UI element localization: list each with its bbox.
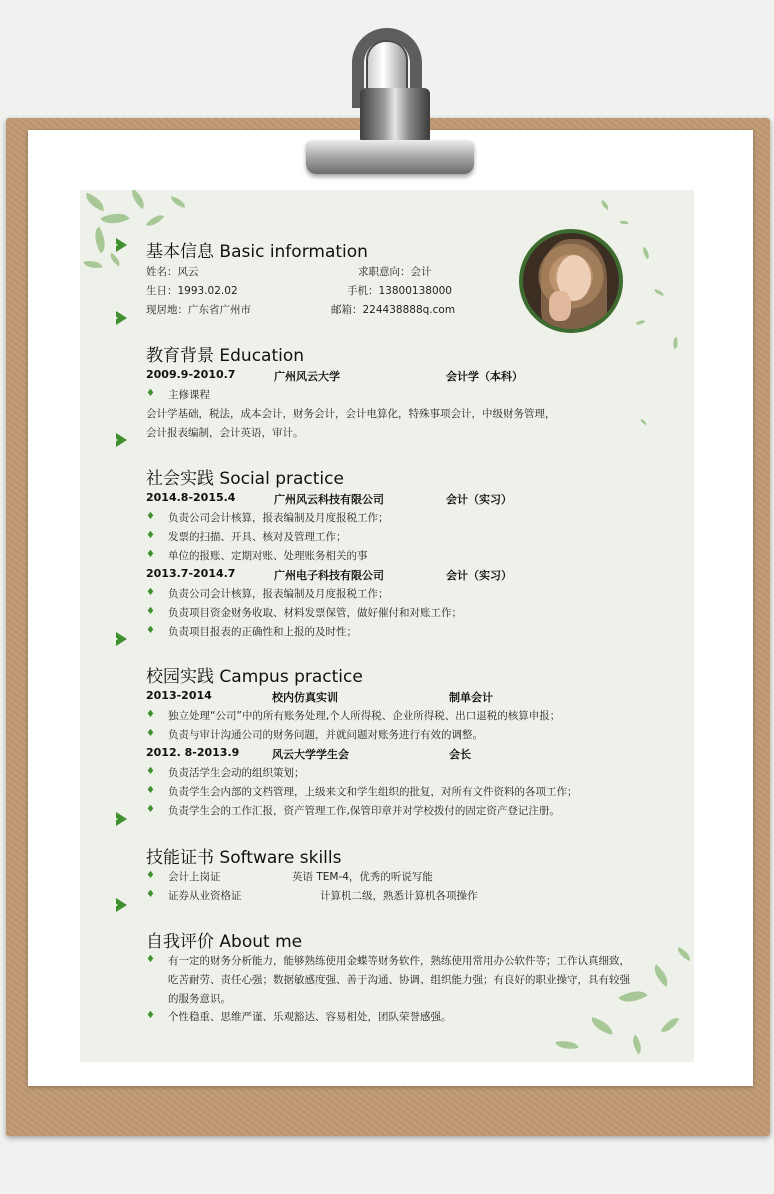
campus-org: 校内仿真实训 (272, 691, 338, 704)
binder-clip-body (360, 88, 430, 144)
job-intent-field: 求职意向：会计 (358, 266, 432, 278)
leaf-decoration-icon (599, 200, 611, 210)
birth-field: 生日：1993.02.02 (146, 285, 238, 297)
job-role: 会计（实习） (446, 569, 512, 582)
chevron-right-icon (116, 238, 127, 252)
leaf-decoration-icon (83, 259, 102, 271)
diamond-bullet-icon: ♦ (146, 388, 155, 399)
leaf-decoration-icon (628, 1035, 646, 1055)
diamond-bullet-icon: ♦ (146, 625, 155, 636)
campus-org: 风云大学学生会 (272, 748, 349, 761)
campus-period: 2012. 8-2013.9 (146, 746, 240, 759)
basic-info-heading: 基本信息 Basic information (146, 242, 368, 262)
education-heading: 教育背景 Education (146, 346, 305, 366)
phone-field: 手机：13800138000 (347, 285, 452, 297)
education-major: 会计学（本科） (446, 370, 523, 383)
campus-duty: 独立处理“公司”中的所有账务处理,个人所得税、企业所得税、出口退税的核算申报； (168, 710, 561, 722)
about-text: 个性稳重、思维严谨、乐观豁达、容易相处，团队荣誉感强。 (168, 1011, 452, 1023)
diamond-bullet-icon: ♦ (146, 889, 155, 900)
chevron-right-icon (116, 433, 127, 447)
campus-role: 会长 (449, 748, 471, 761)
diamond-bullet-icon: ♦ (146, 785, 155, 796)
job-duty: 单位的报账、定期对账、处理账务相关的事 (168, 550, 368, 562)
address-field: 现居地：广东省广州市 (146, 304, 251, 316)
diamond-bullet-icon: ♦ (146, 587, 155, 598)
diamond-bullet-icon: ♦ (146, 870, 155, 881)
chevron-right-icon (116, 898, 127, 912)
leaf-decoration-icon (169, 196, 187, 208)
binder-clip-base (306, 140, 474, 174)
skill-item: 会计上岗证 (168, 871, 221, 883)
profile-photo (519, 229, 623, 333)
leaf-decoration-icon (89, 227, 111, 254)
job-duty: 发票的扫描、开具、核对及管理工作； (168, 531, 347, 543)
campus-practice-heading: 校园实践 Campus practice (146, 667, 363, 687)
leaf-decoration-icon (654, 289, 665, 296)
skill-item: 证券从业资格证 (168, 890, 242, 902)
diamond-bullet-icon: ♦ (146, 766, 155, 777)
campus-period: 2013-2014 (146, 689, 212, 702)
job-period: 2014.8-2015.4 (146, 491, 236, 504)
campus-duty: 负责活学生会动的组织策划； (168, 767, 305, 779)
courses-line: 会计学基础，税法，成本会计，财务会计，会计电算化，特殊事项会计，中级财务管理， (146, 408, 556, 420)
skill-item: 计算机二级，熟悉计算机各项操作 (320, 890, 478, 902)
job-company: 广州风云科技有限公司 (274, 493, 384, 506)
about-text: 吃苦耐劳、责任心强；数据敏感度强、善于沟通、协调、组织能力强；有良好的职业操守，具有较强 (168, 974, 630, 986)
job-role: 会计（实习） (446, 493, 512, 506)
job-company: 广州电子科技有限公司 (274, 569, 384, 582)
leaf-decoration-icon (618, 984, 647, 1008)
leaf-decoration-icon (675, 947, 693, 961)
job-period: 2013.7-2014.7 (146, 567, 236, 580)
diamond-bullet-icon: ♦ (146, 530, 155, 541)
social-practice-heading: 社会实践 Social practice (146, 469, 344, 489)
leaf-decoration-icon (100, 207, 129, 230)
leaf-decoration-icon (107, 253, 122, 267)
leaf-decoration-icon (555, 1038, 578, 1052)
diamond-bullet-icon: ♦ (146, 606, 155, 617)
job-duty: 负责公司会计核算，报表编制及月度报税工作； (168, 512, 389, 524)
campus-duty: 负责学生会的工作汇报，资产管理工作,保管印章并对学校拨付的固定资产登记注册。 (168, 805, 560, 817)
about-text: 的服务意识。 (168, 993, 231, 1005)
leaf-decoration-icon (589, 1017, 615, 1035)
campus-duty: 负责学生会内部的文档管理，上级来文和学生组织的批复，对所有文件资料的各项工作； (168, 786, 578, 798)
leaf-decoration-icon (671, 337, 680, 349)
leaf-decoration-icon (661, 1014, 680, 1036)
email-field: 邮箱：224438888q.com (331, 304, 456, 316)
campus-duty: 负责与审计沟通公司的财务问题，并就问题对账务进行有效的调整。 (168, 729, 483, 741)
leaf-decoration-icon (83, 193, 108, 212)
about-heading: 自我评价 About me (146, 932, 303, 952)
chevron-right-icon (116, 311, 127, 325)
skill-item: 英语 TEM-4，优秀的听说写能 (292, 871, 433, 883)
leaf-decoration-icon (635, 318, 645, 328)
courses-line: 会计报表编制，会计英语，审计。 (146, 427, 304, 439)
job-duty: 负责公司会计核算，报表编制及月度报税工作； (168, 588, 389, 600)
chevron-right-icon (116, 632, 127, 646)
about-text: 有一定的财务分析能力，能够熟练使用金蝶等财务软件，熟练使用常用办公软件等；工作认真细致， (168, 955, 630, 967)
chevron-right-icon (116, 812, 127, 826)
diamond-bullet-icon: ♦ (146, 728, 155, 739)
diamond-bullet-icon: ♦ (146, 804, 155, 815)
leaf-decoration-icon (619, 219, 628, 226)
leaf-decoration-icon (640, 419, 648, 425)
diamond-bullet-icon: ♦ (146, 549, 155, 560)
campus-role: 制单会计 (449, 691, 493, 704)
leaf-decoration-icon (649, 964, 673, 987)
diamond-bullet-icon: ♦ (146, 954, 155, 965)
leaf-decoration-icon (146, 211, 164, 231)
diamond-bullet-icon: ♦ (146, 709, 155, 720)
leaf-decoration-icon (640, 246, 652, 259)
name-field: 姓名：风云 (146, 266, 199, 278)
education-period: 2009.9-2010.7 (146, 368, 236, 381)
leaf-decoration-icon (127, 190, 149, 209)
course-title: 主修课程 (168, 389, 210, 401)
job-duty: 负责项目报表的正确性和上报的及时性； (168, 626, 357, 638)
diamond-bullet-icon: ♦ (146, 1010, 155, 1021)
diamond-bullet-icon: ♦ (146, 511, 155, 522)
education-school: 广州风云大学 (274, 370, 340, 383)
skills-heading: 技能证书 Software skills (146, 848, 342, 868)
job-duty: 负责项目资金财务收取、材料发票保管，做好催付和对账工作； (168, 607, 462, 619)
